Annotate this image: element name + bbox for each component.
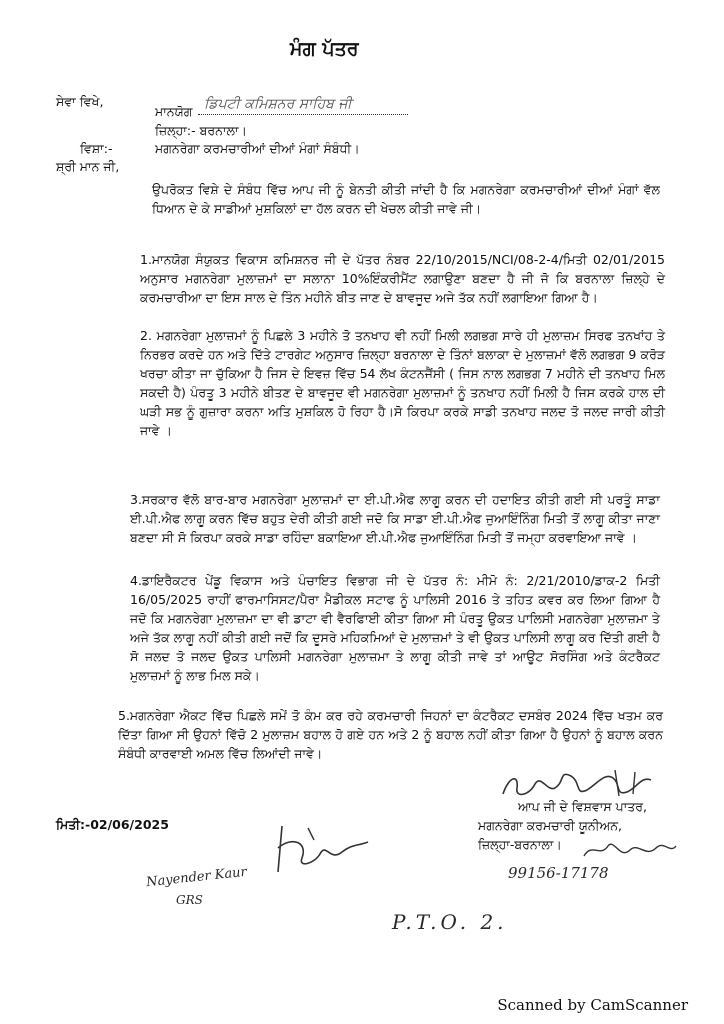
officer-signature-icon — [268, 818, 378, 878]
closing-line-1: ਆਪ ਜੀ ਦੇ ਵਿਸ਼ਵਾਸ ਪਾਤਰ, — [518, 799, 648, 814]
point-1 — [140, 250, 665, 307]
point-1-text: 1.ਮਾਨਯੋਗ ਸੰਯੁਕਤ ਵਿਕਾਸ ਕਮਿਸ਼ਨਰ ਜੀ ਦੇ ਪੱਤਰ ਨੰਬਰ 22/10/2015/NCI/08-2-4/ਮਿਤੀ 02/01/2015 ਅਨੁਸਾਰ ਮਗਨਰੇਗਾ ਮੁਲਾਜ਼ਮਾਂ ਦਾ ਸਲਾਨਾ 10%ਇੰਕਰੀਮੈਂਟ ਲਗਾਉਣਾ ਬਣਦਾ ਹੈ ਜੀ ਜੋ ਕਿ ਬਰਨਾਲਾ ਜ਼ਿਲ੍ਹੇ ਦੇ ਕਰਮਚਾਰੀਆ ਦਾ ਇਸ ਸਾਲ ਦੇ ਤਿੰਨ ਮਹੀਨੇ ਬੀਤ ਜਾਣ ਦੇ ਬਾਵਜੂਦ ਅਜੇ ਤੱਕ ਨਹੀਂ ਲਗਾਇਆ ਗਿਆ ਹੈ। — [140, 252, 665, 305]
handwritten-signer-name: Nayender Kaur — [145, 864, 248, 891]
president-signature-icon — [580, 838, 680, 864]
closing-line-2: ਮਗਨਰੇਗਾ ਕਰਮਚਾਰੀ ਯੂਨੀਅਨ, — [478, 818, 623, 833]
point-4-text: 4.ਡਾਇਰੈਕਟਰ ਪੇਂਡੂ ਵਿਕਾਸ ਅਤੇ ਪੰਚਾਇਤ ਵਿਭਾਗ ਜੀ ਦੇ ਪੱਤਰ ਨੰ: ਮੀਮੋ ਨੰ: 2/21/2010/ਡਾਕ-2 ਮਿਤੀ 16/05/2025 ਰਾਹੀਂ ਫਾਰਮਾਸਿਸਟ/ਪੈਰਾ ਮੈਡੀਕਲ ਸਟਾਫ ਨੂੰ ਪਾਲਿਸੀ 2016 ਤੇ ਤਹਿਤ ਕਵਰ ਕਰ ਲਿਆ ਗਿਆ ਹੈ ਜਦੋ ਕਿ ਮਗਨਰੇਗਾ ਮੁਲਾਜ਼ਮਾ ਦਾ ਵੀ ਡਾਟਾ ਵੀ ਵੈਰਫਿਾਈ ਕੀਤਾ ਗਿਆ ਸੀ ਪੰਰਤੂ ਉਕਤ ਪਾਲਿਸੀ ਮਗਨਰੇਗਾ ਮੁਲਾਜ਼ਮਾ ਤੇ ਅਜੇ ਤੱਕ ਲਾਗੂ ਨਹੀਂ ਕੀਤੀ ਗਈ ਜਦੋਂ ਕਿ ਦੂਸਰੇ ਮਹਿਕਮਿਆਂ ਦੇ ਮੁਲਾਜ਼ਮਾਂ ਤੇ ਵੀ ਉਕਤ ਪਾਲਿਸੀ ਲਾਗੂ ਕਰ ਦਿੱਤੀ ਗਈ ਹੈ ਸੋ ਜਲਦ ਤੋ ਜਲਦ ਉਕਤ ਪਾਲਿਸੀ ਮਗਨਰੇਗਾ ਮੁਲਾਜ਼ਮਾ ਤੇ ਲਾਗੂ ਕੀਤੀ ਜਾਵੇ ਤਾਂ ਆਊਟ ਸੋਰਸਿੰਗ ਅਤੇ ਕੰਟਰੈਕਟ ਮੁਲਾਜ਼ਮਾਂ ਨੂੰ ਲਾਭ ਮਿਲ ਸਕੇ। — [130, 573, 660, 683]
subject-label: ਵਿਸ਼ਾ:- — [80, 141, 113, 156]
point-2 — [140, 326, 665, 440]
district-line: ਜ਼ਿਲ੍ਹਾ:- ਬਰਨਾਲਾ। — [155, 123, 247, 138]
addressee-prefix: ਮਾਨਯੋਗ — [155, 104, 193, 119]
camscanner-watermark: Scanned by CamScanner — [497, 996, 688, 1014]
point-3-text: 3.ਸਰਕਾਰ ਵੱਲੋ ਬਾਰ-ਬਾਰ ਮਗਨਰੇਗਾ ਮੁਲਾਜ਼ਮਾਂ ਦਾ ਈ.ਪੀ.ਐਫ ਲਾਗੂ ਕਰਨ ਦੀ ਹਦਾਇਤ ਕੀਤੀ ਗਈ ਸੀ ਪਰਤੂੰ ਸਾਡਾ ਈ.ਪੀ.ਐਫ ਲਾਗੂ ਕਰਨ ਵਿੱਚ ਬਹੁਤ ਦੇਰੀ ਕੀਤੀ ਗਈ ਜਦੋ ਕਿ ਸਾਡਾ ਈ.ਪੀ.ਐਫ ਜੁਆਇੰਨਿੰਗ ਮਿਤੀ ਤੋਂ ਲਾਗੂ ਕੀਤਾ ਜਾਣਾ ਬਣਦਾ ਸੀ ਸੋ ਕਿਰਪਾ ਕਰਕੇ ਸਾਡਾ ਰਹਿੰਦਾ ਬਕਾਇਆ ਈ.ਪੀ.ਐਫ ਜੁਆਇੰਨਿੰਗ ਮਿਤੀ ਤੋਂ ਜਮ੍ਹਾ ਕਰਵਾਇਆ ਜਾਵੇ । — [130, 492, 660, 545]
intro-text: ਉਪਰੋਕਤ ਵਿਸ਼ੇ ਦੇ ਸੰਬੰਧ ਵਿੱਚ ਆਪ ਜੀ ਨੂੰ ਬੇਨਤੀ ਕੀਤੀ ਜਾਂਦੀ ਹੈ ਕਿ ਮਗਨਰੇਗਾ ਕਰਮਚਾਰੀਆਂ ਦੀਆਂ ਮੰਗਾਂ ਵੱਲ ਧਿਆਨ ਦੇ ਕੇ ਸਾਡੀਆਂ ਮੁਸ਼ਕਿਲਾਂ ਦਾ ਹੱਲ ਕਰਨ ਦੀ ਖੇਚਲ ਕੀਤੀ ਜਾਵੇ ਜੀ। — [152, 182, 660, 216]
letter-date: ਮਿਤੀ:-02/06/2025 — [56, 817, 169, 832]
handwritten-signer-title: GRS — [176, 893, 203, 907]
sewa-vikhe: ਸੇਵਾ ਵਿਖੇ, — [56, 94, 104, 109]
point-4 — [130, 571, 660, 685]
addressee-dotted-line — [198, 114, 408, 115]
point-2-text: 2. ਮਗਨਰੇਗਾ ਮੁਲਾਜ਼ਮਾਂ ਨੂੰ ਪਿਛਲੇ 3 ਮਹੀਨੇ ਤੋ ਤਨਖਾਹ ਵੀ ਨਹੀਂ ਮਿਲੀ ਲਗਭਗ ਸਾਰੇ ਹੀ ਮੁਲਾਜ਼ਮ ਸਿਰਫ ਤਨਖਾਂਹ ਤੇ ਨਿਰਭਰ ਕਰਦੇ ਹਨ ਅਤੇ ਦਿੱਤੇ ਟਾਰਗੇਟ ਅਨੁਸਾਰ ਜ਼ਿਲ੍ਹਾ ਬਰਨਾਲਾ ਦੇ ਤਿੰਨਾਂ ਬਲਾਕਾ ਦੇ ਮੁਲਾਜ਼ਮਾਂ ਵੱਲੋ ਲਗਭਗ 9 ਕਰੋੜ ਖਰਚਾ ਕੀਤਾ ਜਾ ਚੁੱਕਿਆ ਹੈ ਜਿਸ ਦੇ ਇਵਜ਼ ਵਿੱਚ 54 ਲੱਖ ਕੰਟਨਜੈਂਸੀ ( ਜਿਸ ਨਾਲ ਲਗਭਗ 7 ਮਹੀਨੇ ਦੀ ਤਨਖਾਹ ਮਿਲ ਸਕਦੀ ਹੈ) ਪੰਰਤੂ 3 ਮਹੀਨੇ ਬੀਤਣ ਦੇ ਬਾਵਜੂਦ ਵੀ ਮਗਨਰੇਗਾ ਮੁਲਾਜ਼ਮਾਂ ਨੂੰ ਤਨਖਾਹ ਨਹੀਂ ਮਿਲੀ ਹੈ ਜਿਸ ਕਰਕੇ ਹਾਲ ਦੀ ਘੜੀ ਸਭ ਨੂੰ ਗੁਜ਼ਾਰਾ ਕਰਨਾ ਅਤਿ ਮੁਸ਼ਕਿਲ ਹੋ ਰਿਹਾ ਹੈ।ਸੋ ਕਿਰਪਾ ਕਰਕੇ ਸਾਡੀ ਤਨਖਾਹ ਜਲਦ ਤੋ ਜਲਦ ਜਾਰੀ ਕੀਤੀ ਜਾਵੇ । — [140, 328, 665, 438]
salutation: ਸ਼੍ਰੀ ਮਾਨ ਜੀ, — [56, 159, 120, 174]
addressee-handwritten: ਡਿਪਟੀ ਕਮਿਸ਼ਨਰ ਸਾਹਿਬ ਜੀ — [204, 96, 352, 112]
intro-paragraph — [152, 180, 660, 218]
page-title: ਮੰਗ ਪੱਤਰ — [290, 38, 359, 60]
point-5-text: 5.ਮਗਨਰੇਗਾ ਐਕਟ ਵਿੱਚ ਪਿਛਲੇ ਸਮੇਂ ਤੋ ਕੰਮ ਕਰ ਰਹੇ ਕਰਮਚਾਰੀ ਜਿਹਨਾਂ ਦਾ ਕੰਟਰੈਕਟ ਦਸਬੰਰ 2024 ਵਿੱਚ ਖਤਮ ਕਰ ਦਿੱਤਾ ਗਿਆ ਸੀ ਉਹਨਾਂ ਵਿੱਚੋ 2 ਮੁਲਾਜ਼ਮ ਬਹਾਲ ਹੋ ਗਏ ਹਨ ਅਤੇ 2 ਨੂੰ ਬਹਾਲ ਨਹੀਂ ਕੀਤਾ ਗਿਆ ਹੈ ਉਹਨਾਂ ਨੂੰ ਬਹਾਲ ਕਰਨ ਸੰਬੰਧੀ ਕਾਰਵਾਈ ਅਮਲ ਵਿੱਚ ਲਿਆਂਦੀ ਜਾਵੇ। — [118, 708, 663, 761]
handwritten-page-mark: P.T.O. 2. — [392, 910, 508, 934]
handwritten-phone: 99156-17178 — [508, 864, 609, 882]
point-3 — [130, 490, 660, 547]
subject-text: ਮਗਨਰੇਗਾ ਕਰਮਚਾਰੀਆਂ ਦੀਆਂ ਮੰਗਾਂ ਸੰਬੰਧੀ। — [155, 141, 360, 156]
point-5 — [118, 706, 663, 763]
closing-line-3: ਜ਼ਿਲ੍ਹਾ-ਬਰਨਾਲਾ। — [478, 837, 562, 852]
